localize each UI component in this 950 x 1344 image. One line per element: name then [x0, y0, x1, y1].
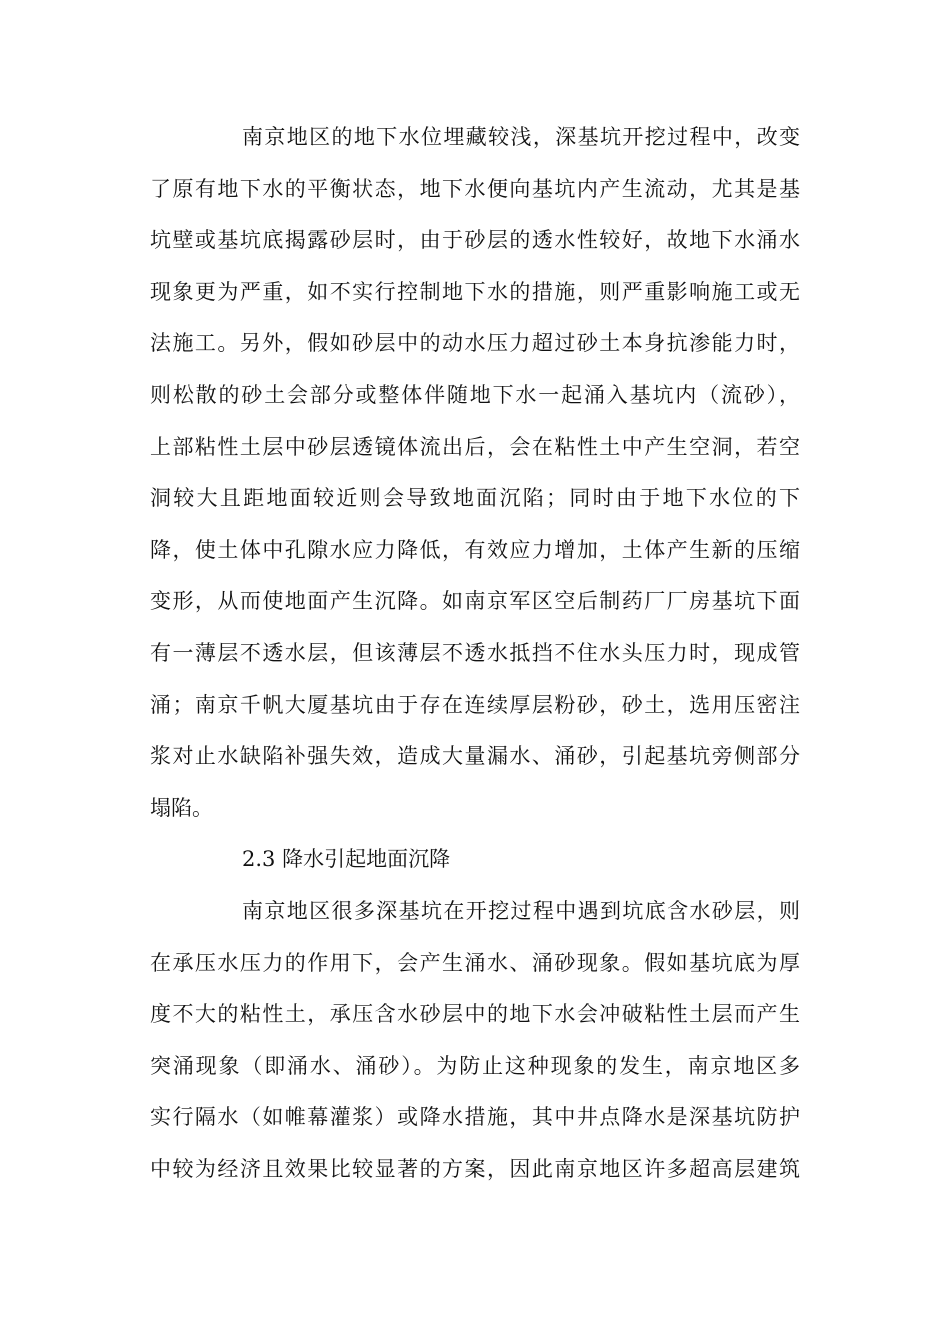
paragraph-groundwater-risk	[150, 112, 800, 834]
text-line: 上部粘性土层中砂层透镜体流出后，会在粘性土中产生空洞，若空	[150, 434, 800, 459]
text-line: 现象更为严重，如不实行控制地下水的措施，则严重影响施工或无	[150, 279, 800, 304]
text-line: 坑壁或基坑底揭露砂层时，由于砂层的透水性较好，故地下水涌水	[150, 228, 800, 253]
text-line: 则松散的砂土会部分或整体伴随地下水一起涌入基坑内（流砂），	[150, 382, 800, 407]
text-line: 变形，从而使地面产生沉降。如南京军区空后制药厂厂房基坑下面	[150, 589, 800, 614]
text-line: 了原有地下水的平衡状态，地下水便向基坑内产生流动，尤其是基	[150, 176, 800, 201]
text-line: 浆对止水缺陷补强失效，造成大量漏水、涌砂，引起基坑旁侧部分	[150, 744, 800, 769]
text-line: 南京地区的地下水位埋藏较浅，深基坑开挖过程中，改变	[242, 125, 800, 149]
text-line: 在承压水压力的作用下，会产生涌水、涌砂现象。假如基坑底为厚	[150, 950, 800, 975]
text-line: 涌；南京千帆大厦基坑由于存在连续厚层粉砂，砂土，选用压密注	[150, 692, 800, 717]
text-line: 实行隔水（如帷幕灌浆）或降水措施，其中井点降水是深基坑防护	[150, 1105, 800, 1130]
paragraph-dewatering	[150, 886, 800, 1196]
text-line: 南京地区很多深基坑在开挖过程中遇到坑底含水砂层，则	[242, 899, 800, 923]
text-line: 有一薄层不透水层，但该薄层不透水抵挡不住水头压力时，现成管	[150, 640, 800, 665]
section-heading: 2.3 降水引起地面沉降	[242, 847, 451, 871]
text-line: 塌陷。	[150, 795, 213, 820]
text-line: 法施工。另外，假如砂层中的动水压力超过砂土本身抗渗能力时，	[150, 331, 800, 356]
text-line: 突涌现象（即涌水、涌砂）。为防止这种现象的发生，南京地区多	[150, 1053, 800, 1078]
section-heading-block	[150, 834, 800, 886]
text-line: 度不大的粘性土，承压含水砂层中的地下水会冲破粘性土层而产生	[150, 1002, 800, 1027]
text-line: 降，使土体中孔隙水应力降低，有效应力增加，土体产生新的压缩	[150, 537, 800, 562]
text-line: 中较为经济且效果比较显著的方案，因此南京地区许多超高层建筑	[150, 1156, 800, 1181]
text-line: 洞较大且距地面较近则会导致地面沉陷；同时由于地下水位的下	[150, 486, 800, 511]
